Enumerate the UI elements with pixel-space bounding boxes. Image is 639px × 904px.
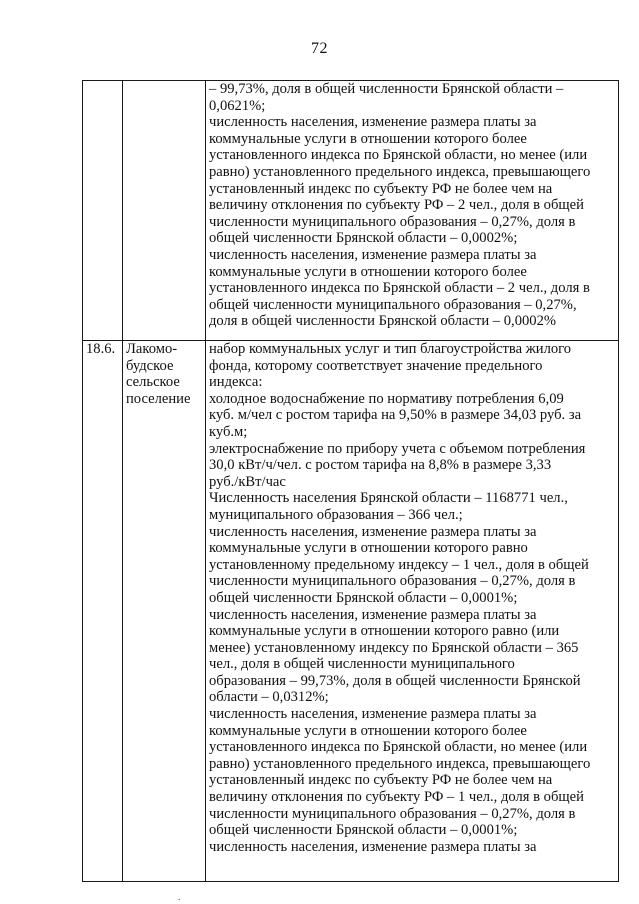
text-line: коммунальные услуги в отношении которого более	[209, 130, 527, 147]
text-line: 0,0621%;	[209, 97, 266, 114]
text-line: 30,0 кВт/ч/чел. с ростом тарифа на 8,8% в размере 3,33	[209, 457, 552, 474]
text-line: численность населения, изменение размера платы за	[209, 523, 537, 540]
text-line: численность населения, изменение размера платы за	[209, 114, 537, 131]
text-line: фонда, которому соответствует значение предельного	[209, 357, 543, 374]
text-line: численности муниципального образования – 0,27%, доля в	[209, 805, 576, 822]
text-line: куб. м/чел с ростом тарифа на 9,50% в размере 34,03 руб. за	[209, 407, 582, 424]
text-line: численность населения, изменение размера платы за	[209, 706, 537, 723]
scan-mark: .	[178, 892, 181, 903]
text-line: сельское	[126, 374, 180, 391]
text-line: установленного индекса по Брянской области – 2 чел., доля в	[209, 280, 590, 297]
row-number-cell	[83, 81, 123, 341]
text-line: – 99,73%, доля в общей численности Брянской области –	[209, 81, 564, 97]
text-line: установленного индекса по Брянской области, но менее (или	[209, 739, 588, 756]
text-line: Численность населения Брянской области – 1168771 чел.,	[209, 490, 568, 507]
text-line: куб.м;	[209, 423, 248, 440]
text-line: величину отклонения по субъекту РФ – 1 чел., доля в общей	[209, 789, 584, 806]
text-line: установленный индекс по субъекту РФ не более чем на	[209, 772, 553, 789]
text-line: менее) установленному индексу по Брянской области – 365	[209, 639, 579, 656]
settlement-name-cell	[123, 341, 206, 882]
text-line: Лакомо-	[126, 341, 178, 357]
row-number-cell: 18.6.	[83, 341, 123, 882]
settlement-name-cell	[123, 81, 206, 341]
text-line: образования – 99,73%, доля в общей численности Брянской	[209, 672, 581, 689]
table-body	[83, 81, 619, 882]
text-line: поселение	[126, 390, 191, 407]
table-row	[83, 341, 619, 882]
text-line: муниципального образования – 366 чел.;	[209, 506, 463, 523]
text-line: установленного индекса по Брянской области, но менее (или	[209, 147, 588, 164]
text-line: руб./кВт/час	[209, 473, 286, 490]
text-line: коммунальные услуги в отношении которого равно	[209, 540, 528, 557]
text-line: чел., доля в общей численности муниципального	[209, 656, 515, 673]
text-line: общей численности Брянской области – 0,0001%;	[209, 589, 518, 606]
text-line: численность населения, изменение размера платы за	[209, 606, 537, 623]
text-line: численность населения, изменение размера платы за	[209, 246, 537, 263]
text-line: коммунальные услуги в отношении которого более	[209, 263, 527, 280]
text-line: холодное водоснабжение по нормативу потребления 6,09	[209, 390, 564, 407]
text-line: численности муниципального образования – 0,27%, доля в	[209, 573, 576, 590]
text-line: численность населения, изменение размера платы за	[209, 838, 537, 855]
text-line: будское	[126, 357, 174, 374]
page-number: 72	[311, 40, 328, 57]
text-line: равно) установленного предельного индекса, превышающего	[209, 163, 591, 180]
description-cell	[206, 341, 619, 882]
municipal-data-table	[82, 80, 619, 882]
text-line: электроснабжение по прибору учета с объемом потребления	[209, 440, 586, 457]
text-line: коммунальные услуги в отношении которого равно (или	[209, 623, 560, 640]
text-line: коммунальные услуги в отношении которого более	[209, 722, 527, 739]
text-line: равно) установленного предельного индекса, превышающего	[209, 755, 591, 772]
text-line: общей численности муниципального образования – 0,27%,	[209, 296, 577, 313]
table-row	[83, 81, 619, 341]
text-line: величину отклонения по субъекту РФ – 2 чел., доля в общей	[209, 197, 584, 214]
text-line: набор коммунальных услуг и тип благоустройства жилого	[209, 341, 572, 357]
text-line: области – 0,0312%;	[209, 689, 329, 706]
text-line: общей численности Брянской области – 0,0002%;	[209, 230, 518, 247]
text-line: численности муниципального образования – 0,27%, доля в	[209, 213, 576, 230]
text-line: индекса:	[209, 374, 263, 391]
text-line: установленный индекс по субъекту РФ не более чем на	[209, 180, 553, 197]
text-line: доля в общей численности Брянской области – 0,0002%	[209, 313, 557, 330]
description-cell	[206, 81, 619, 341]
text-line: общей численности Брянской области – 0,0001%;	[209, 822, 518, 839]
text-line: установленному предельному индексу – 1 чел., доля в общей	[209, 556, 589, 573]
